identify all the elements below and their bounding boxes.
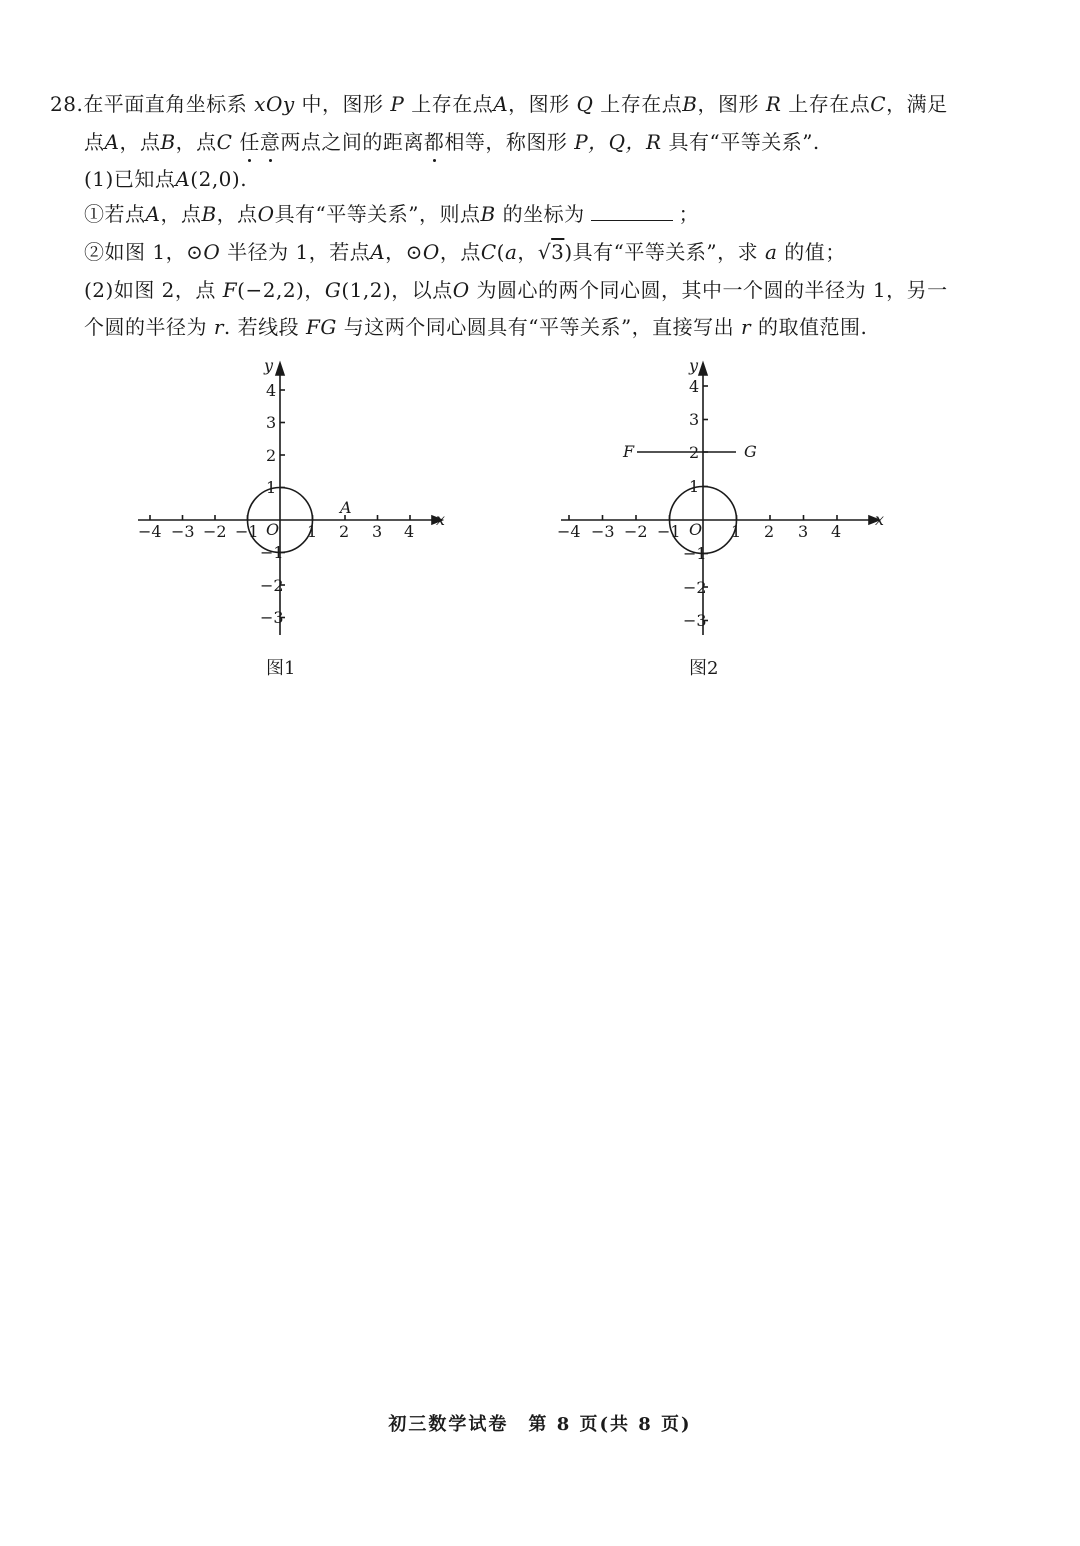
text: 的取值范围. (757, 315, 868, 339)
emphasis-dot-text: 任 (239, 130, 260, 154)
y-tick-label: 4 (689, 377, 700, 396)
math: B (480, 202, 496, 226)
math: O (422, 240, 440, 264)
text: 上存在点 (788, 92, 871, 116)
y-axis-arrow (276, 363, 284, 375)
x-tick-label: 2 (339, 522, 350, 541)
text: ，满足 (886, 92, 948, 116)
y-tick-label: 1 (266, 478, 277, 497)
x-tick-label: 3 (798, 522, 809, 541)
part2-line-1 (84, 276, 948, 304)
text: )具有“平等关系”，求 (564, 240, 759, 264)
text: 半径为 1，若点 (227, 240, 371, 264)
text: 为圆心的两个同心圆，其中一个圆的半径为 1，另一 (476, 278, 948, 302)
text: ，点 (175, 130, 217, 154)
x-tick-label: 1 (307, 522, 318, 541)
text: . 若线段 (223, 315, 300, 339)
problem-number: 28. (50, 92, 84, 116)
text: ②如图 1，⊙ (84, 240, 204, 264)
math: F (222, 278, 238, 302)
x-tick-label: −1 (657, 522, 681, 541)
text: 相等，称图形 (444, 130, 568, 154)
x-tick-label: 3 (372, 522, 383, 541)
text: ； (678, 202, 700, 226)
text: ，点 (160, 202, 202, 226)
text: 具有“平等关系”，则点 (274, 202, 481, 226)
math: FG (306, 315, 337, 339)
x-tick-label: 4 (831, 522, 842, 541)
problem-intro-line-1 (50, 90, 948, 118)
math: B (160, 130, 176, 154)
math: a (504, 240, 518, 264)
text: 上存在点 (600, 92, 683, 116)
y-tick-label: 2 (266, 446, 277, 465)
y-tick-label: −2 (260, 576, 284, 595)
part1-header (84, 165, 247, 193)
text: ，点 (119, 130, 161, 154)
math: C (480, 240, 497, 264)
figure-2 (553, 355, 893, 645)
figure-2-caption: 图2 (689, 658, 719, 679)
math: O (452, 278, 470, 302)
math: r (741, 315, 752, 339)
text: 在平面直角坐标系 (83, 92, 248, 116)
origin-label: O (689, 520, 703, 539)
x-tick-label: −4 (138, 522, 162, 541)
x-axis-label: x (436, 510, 446, 529)
text: 点 (84, 130, 105, 154)
text: (2,0). (190, 167, 248, 191)
math: R (765, 92, 782, 116)
y-axis-label: y (689, 356, 699, 375)
sqrt-radicand: 3 (551, 240, 565, 264)
text: 上存在点 (411, 92, 494, 116)
text: ，图形 (508, 92, 570, 116)
math: A (493, 92, 509, 116)
y-tick-label: 3 (689, 410, 700, 429)
text: (1)已知点 (84, 167, 176, 191)
math: B (201, 202, 217, 226)
answer-blank[interactable] (591, 200, 673, 221)
point-g-label: G (744, 442, 757, 461)
text: (−2,2)， (237, 278, 325, 302)
y-tick-label: 4 (266, 381, 277, 400)
math: a (765, 240, 778, 264)
x-tick-label: 2 (764, 522, 775, 541)
problem-intro-line-2 (84, 128, 820, 156)
text: 的坐标为 (502, 202, 585, 226)
text: ①若点 (84, 202, 146, 226)
y-tick-label: −3 (683, 611, 707, 630)
y-tick-label: 1 (689, 477, 700, 496)
x-tick-label: 1 (731, 522, 742, 541)
math: Q (576, 92, 594, 116)
math: A (104, 130, 120, 154)
x-tick-label: 4 (404, 522, 415, 541)
math: A (175, 167, 191, 191)
part2-line-2 (84, 313, 867, 341)
text: ( (496, 240, 505, 264)
math: A (370, 240, 386, 264)
emphasis-dot-text: 意 (259, 130, 281, 154)
question-2 (84, 238, 846, 266)
y-axis-arrow (699, 363, 707, 375)
text: 的值； (784, 240, 846, 264)
math: A (145, 202, 161, 226)
y-axis-label: y (264, 356, 274, 375)
point-a-label: A (340, 498, 352, 517)
x-axis-label: x (875, 510, 885, 529)
origin-label: O (266, 520, 280, 539)
text: 个圆的半径为 (84, 315, 207, 339)
figure-1 (130, 355, 460, 645)
emphasis-dot-text: 都 (423, 130, 445, 154)
text: 中，图形 (301, 92, 384, 116)
math: xOy (254, 92, 295, 116)
text: (2)如图 2，点 (84, 278, 216, 302)
y-tick-label: −1 (683, 544, 707, 563)
text: ，⊙ (385, 240, 423, 264)
point-f-label: F (623, 442, 635, 461)
math: P (390, 92, 405, 116)
y-tick-label: −2 (683, 578, 707, 597)
x-tick-label: −3 (171, 522, 195, 541)
math: G (324, 278, 342, 302)
text: 具有“平等关系”. (668, 130, 820, 154)
page-footer: 初三数学试卷 第 8 页(共 8 页) (388, 1414, 692, 1435)
math: O (203, 240, 221, 264)
x-tick-label: −4 (557, 522, 581, 541)
math: B (682, 92, 698, 116)
text: ，√ (517, 240, 552, 264)
math: O (257, 202, 275, 226)
figure-1-caption: 图1 (266, 658, 296, 679)
y-tick-label: −1 (260, 543, 284, 562)
y-tick-label: 2 (689, 443, 700, 462)
text: ，图形 (697, 92, 759, 116)
math: C (216, 130, 233, 154)
question-1 (84, 200, 699, 228)
text: ，点 (216, 202, 258, 226)
x-tick-label: −2 (624, 522, 648, 541)
x-tick-label: −2 (203, 522, 227, 541)
text: 两点之间的距离 (280, 130, 424, 154)
y-tick-label: 3 (266, 413, 277, 432)
text: 与这两个同心圆具有“平等关系”，直接写出 (343, 315, 735, 339)
text: (1,2)，以点 (341, 278, 453, 302)
math: C (870, 92, 887, 116)
x-tick-label: −1 (235, 522, 259, 541)
x-tick-label: −3 (591, 522, 615, 541)
math: r (213, 315, 224, 339)
math: P，Q，R (574, 130, 662, 154)
text: ，点 (439, 240, 481, 264)
y-tick-label: −3 (260, 608, 284, 627)
